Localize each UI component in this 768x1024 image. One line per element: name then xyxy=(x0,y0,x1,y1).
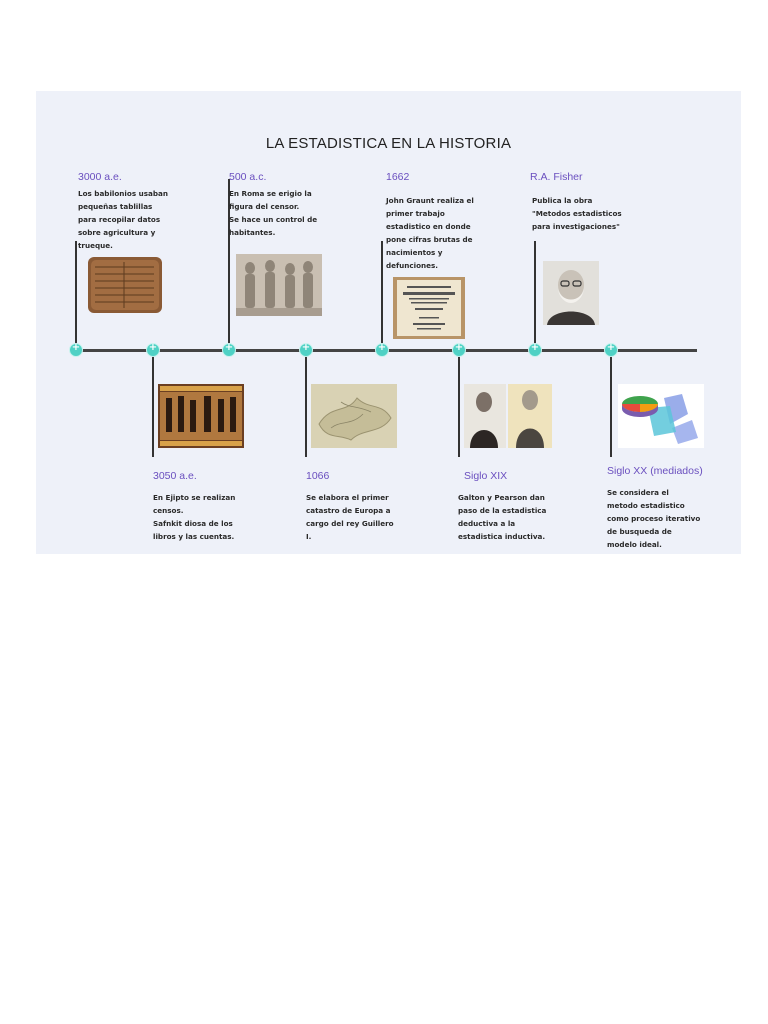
event-date: Siglo XX (mediados) xyxy=(607,465,703,477)
connector-line xyxy=(610,352,612,457)
galton-pearson-portraits-image xyxy=(464,384,552,448)
event-date: 3050 a.e. xyxy=(153,470,197,482)
event-date: 1066 xyxy=(306,470,330,482)
event-date: Siglo XIX xyxy=(464,470,508,482)
event-description: Galton y Pearson dan paso de la estadistica deductiva a la estadistica inductiva. xyxy=(458,493,547,541)
event-date: 500 a.c. xyxy=(229,171,267,183)
event-description: Los babilonios usaban pequeñas tablillas para recopilar datos sobre agricultura y trueque. xyxy=(78,189,168,250)
connector-line xyxy=(458,352,460,457)
event-description: Publica la obra "Metodos estadisticos para investigaciones" xyxy=(532,196,622,231)
old-map-image xyxy=(311,384,397,448)
connector-line xyxy=(305,352,307,457)
connector-line xyxy=(152,352,154,457)
egyptian-papyrus-image xyxy=(158,384,244,448)
fisher-portrait-image xyxy=(543,261,599,325)
timeline-title: LA ESTADISTICA EN LA HISTORIA xyxy=(265,135,512,152)
timeline-node[interactable] xyxy=(604,343,618,357)
connector-line xyxy=(381,241,383,349)
timeline-panel xyxy=(36,91,741,554)
event-description: Se elabora el primer catastro de Europa a cargo del rey Guillero I. xyxy=(306,493,394,541)
event-description: En Roma se erigio la figura del censor. Se hace un control de habitantes. xyxy=(229,189,318,237)
connector-line xyxy=(75,241,77,349)
timeline-node[interactable] xyxy=(222,343,236,357)
graunt-book-image xyxy=(393,277,465,339)
event-description: John Graunt realiza el primer trabajo estadistico en donde pone cifras brutas de nacimientos y defunciones. xyxy=(386,196,474,270)
event-description: En Ejipto se realizan censos. Safnkit diosa de los libros y las cuentas. xyxy=(153,493,236,541)
connector-line xyxy=(534,241,536,349)
timeline-node[interactable] xyxy=(452,343,466,357)
timeline-node[interactable] xyxy=(528,343,542,357)
event-date: 1662 xyxy=(386,171,410,183)
timeline-node[interactable] xyxy=(69,343,83,357)
babylonian-tablet-image xyxy=(86,254,164,316)
timeline-node[interactable] xyxy=(375,343,389,357)
event-description: Se considera el metodo estadistico como proceso iterativo de busqueda de modelo ideal. xyxy=(607,488,701,549)
event-date: R.A. Fisher xyxy=(530,171,583,183)
3d-chart-image xyxy=(618,384,704,448)
event-date: 3000 a.e. xyxy=(78,171,122,183)
timeline-node[interactable] xyxy=(299,343,313,357)
timeline-node[interactable] xyxy=(146,343,160,357)
roman-relief-image xyxy=(236,254,322,316)
